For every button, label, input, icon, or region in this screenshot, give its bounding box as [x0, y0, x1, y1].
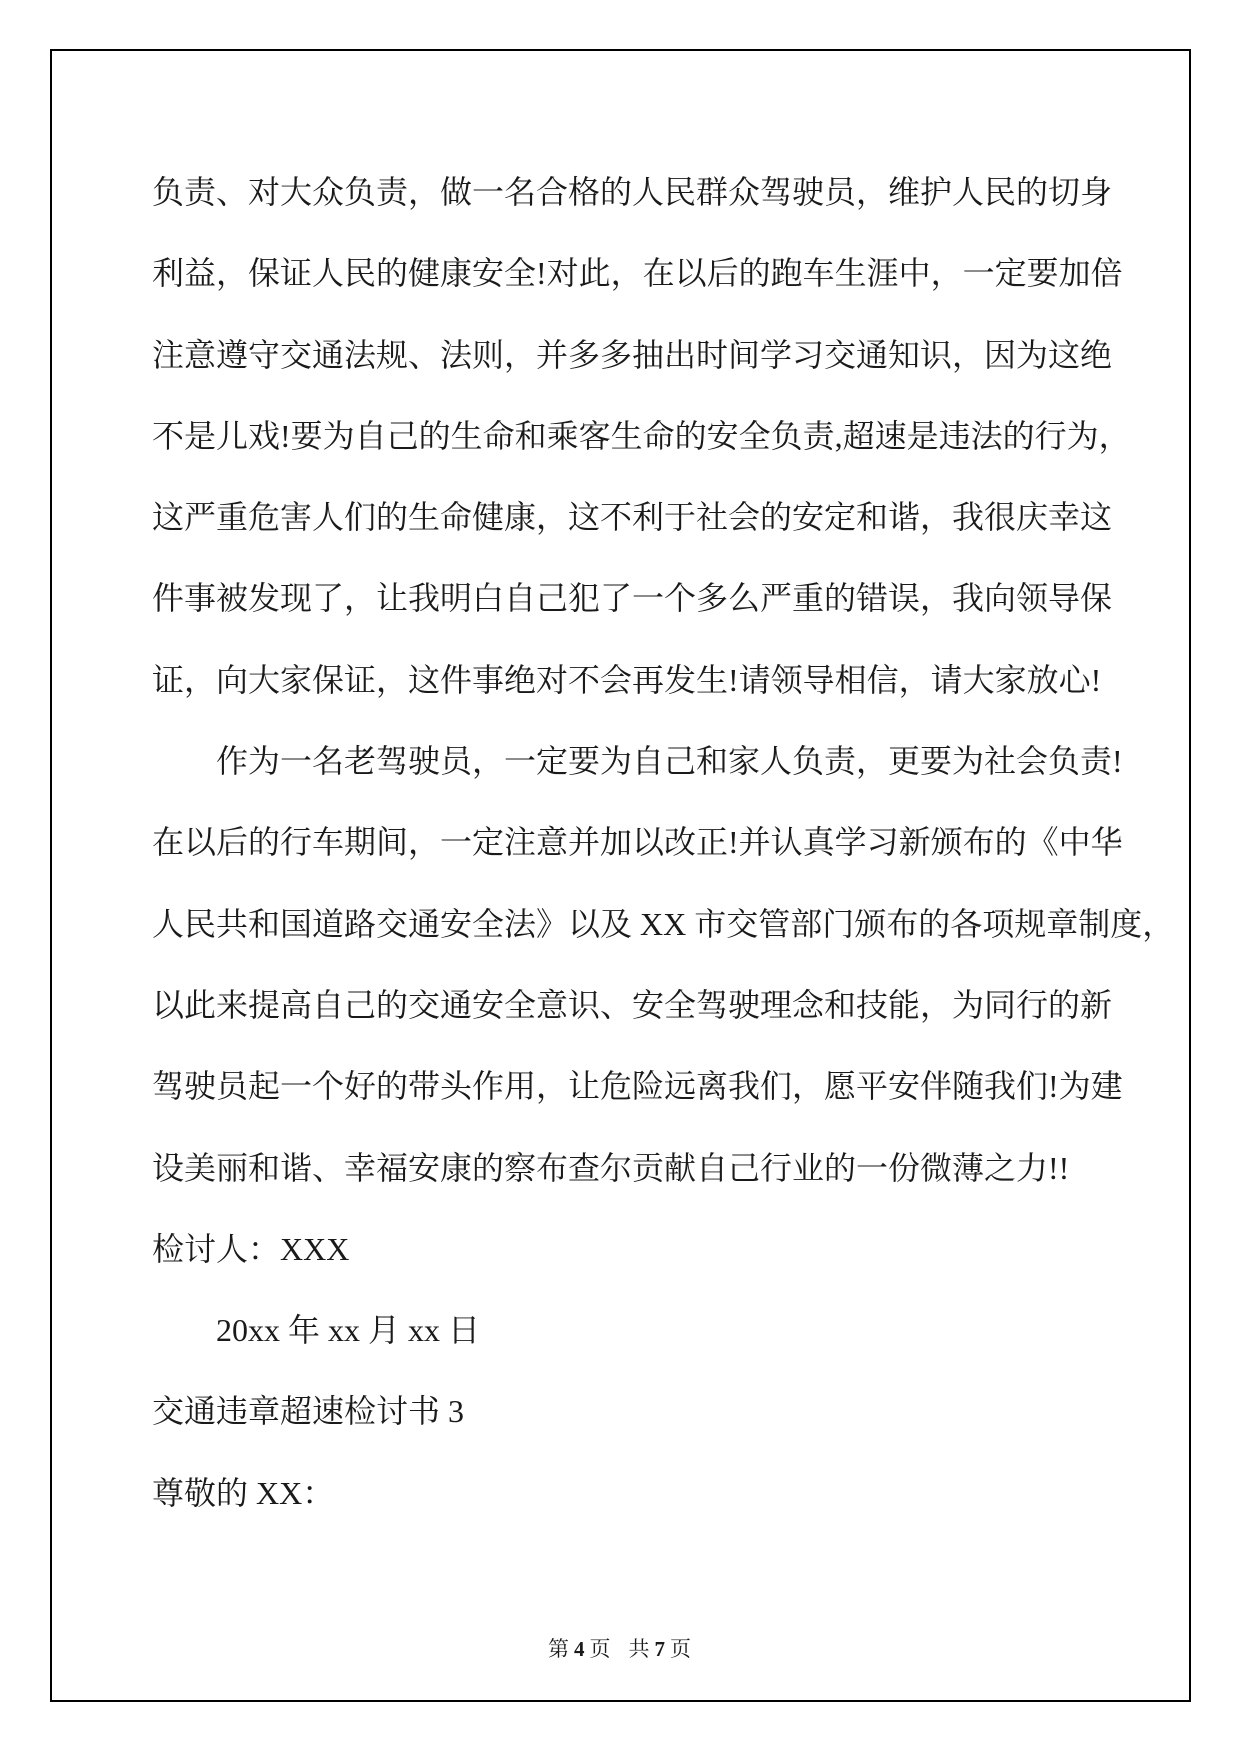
- footer-total-pages-number: 7: [654, 1637, 667, 1661]
- signature-line: 检讨人：XXX: [152, 1230, 350, 1267]
- page-footer: [0, 1633, 1241, 1663]
- section-title-line: 交通违章超速检讨书 3: [152, 1393, 465, 1430]
- text-line: 设美丽和谐、幸福安康的察布查尔贡献自己行业的一份微薄之力!!: [152, 1149, 1070, 1186]
- text-line: 这严重危害人们的生命健康，这不利于社会的安定和谐，我很庆幸这: [152, 499, 1113, 536]
- text-line: 不是儿戏!要为自己的生命和乘客生命的安全负责,超速是违法的行为，: [152, 417, 1131, 454]
- footer-total-prefix: 共: [628, 1637, 652, 1661]
- text-line: 以此来提高自己的交通安全意识、安全驾驶理念和技能，为同行的新: [152, 986, 1113, 1023]
- text-line: 负责、对大众负责，做一名合格的人民群众驾驶员，维护人民的切身: [152, 174, 1113, 210]
- text-line: 人民共和国道路交通安全法》以及 XX 市交管部门颁布的各项规章制度，: [152, 905, 1175, 942]
- text-line: 驾驶员起一个好的带头作用，让危险远离我们，愿平安伴随我们!为建: [152, 1068, 1123, 1105]
- date-line: 20xx 年 xx 月 xx 日: [216, 1312, 481, 1349]
- footer-page-label: 页: [589, 1637, 613, 1661]
- text-line: 件事被发现了，让我明白自己犯了一个多么严重的错误，我向领导保: [152, 580, 1113, 617]
- footer-total-label: 页: [670, 1637, 693, 1661]
- salutation-line: 尊敬的 XX：: [152, 1474, 335, 1511]
- footer-current-page-number: 4: [574, 1637, 587, 1661]
- text-line: 在以后的行车期间，一定注意并加以改正!并认真学习新颁布的《中华: [152, 824, 1123, 861]
- text-line: 注意遵守交通法规、法则，并多多抽出时间学习交通知识，因为这绝: [152, 336, 1113, 373]
- text-line: 利益，保证人民的健康安全!对此，在以后的跑车生涯中，一定要加倍: [152, 255, 1123, 292]
- text-line-paragraph-start: 作为一名老驾驶员，一定要为自己和家人负责，更要为社会负责!: [216, 743, 1123, 780]
- text-line: 证，向大家保证，这件事绝对不会再发生!请领导相信，请大家放心!: [152, 661, 1102, 698]
- document-body: [152, 152, 1175, 1534]
- footer-page-prefix: 第: [548, 1637, 571, 1661]
